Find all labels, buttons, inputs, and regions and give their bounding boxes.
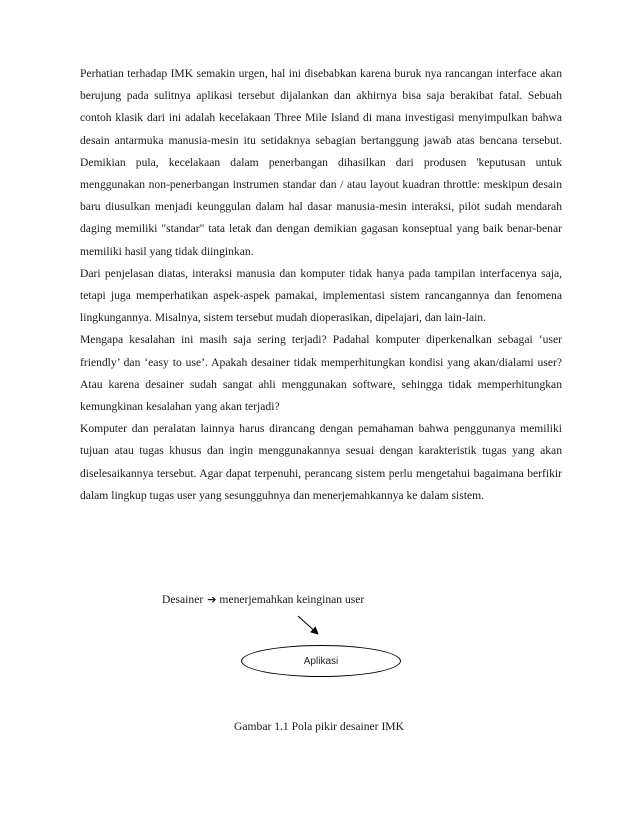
paragraph-1: Perhatian terhadap IMK semakin urgen, hal ini disebabkan karena buruk nya rancangan interface akan berujung pada sulitnya aplikasi tersebut dijalankan dan akhirnya bisa saja berakibat fatal. Sebuah contoh klasik dari ini adalah kecelakaan Three Mile Island di mana investigasi menyimpulkan bahwa desain antarmuka manusia-mesin itu setidaknya sebagian bertanggung jawab atas bencana tersebut. Demikian pula, kecelakaan dalam penerbangan dihasilkan dari produsen 'keputusan untuk menggunakan non-penerbangan instrumen standar dan / atau layout kuadran throttle: meskipun desain baru diusulkan menjadi keunggulan dalam hal dasar manusia-mesin interaksi, pilot sudah mendarah daging memiliki "standar" tata letak dan dengan demikian gagasan konseptual yang baik benar-benar memiliki hasil yang tidak diinginkan. xyxy=(80,67,562,258)
aplikasi-ellipse xyxy=(241,645,401,677)
body-text xyxy=(80,63,562,507)
aplikasi-label: Aplikasi xyxy=(303,655,339,667)
designer-text: menerjemahkan keinginan user xyxy=(219,593,365,606)
paragraph-4: Komputer dan peralatan lainnya harus dirancang dengan pemahaman bahwa penggunanya memiliki tujuan atau tugas khusus dan ingin menggunakannya sesuai dengan karakteristik tugas yang akan diselesaikannya tersebut. Agar dapat terpenuhi, perancang sistem perlu mengetahui bagaimana berfikir dalam lingkup tugas user yang sesungguhnya dan menerjemahkannya ke dalam sistem. xyxy=(80,422,562,502)
diagonal-arrow xyxy=(298,616,318,634)
designer-statement xyxy=(162,593,364,606)
paragraph-3: Mengapa kesalahan ini masih saja sering terjadi? Padahal komputer diperkenalkan sebagai ‘user friendly’ dan ‘easy to use’. Apakah desainer tidak memperhitungkan kondisi yang akan/dialami user? Atau karena desainer sudah sangat ahli menggunakan software, sehingga tidak memperhitungkan kemungkinan kesalahan yang akan terjadi? xyxy=(80,333,562,414)
designer-label: Desainer xyxy=(162,593,204,606)
right-arrow-icon: ➔ xyxy=(207,593,217,606)
figure-caption: Gambar 1.1 Pola pikir desainer IMK xyxy=(233,720,404,733)
paragraph-2: Dari penjelasan diatas, interaksi manusia dan komputer tidak hanya pada tampilan interfacenya saja, tetapi juga memperhatikan aspek-aspek pamakai, implementasi sistem rancangannya dan fenomena lingkungannya. Misalnya, sistem tersebut mudah dioperasikan, dipelajari, dan lain-lain. xyxy=(80,266,562,325)
